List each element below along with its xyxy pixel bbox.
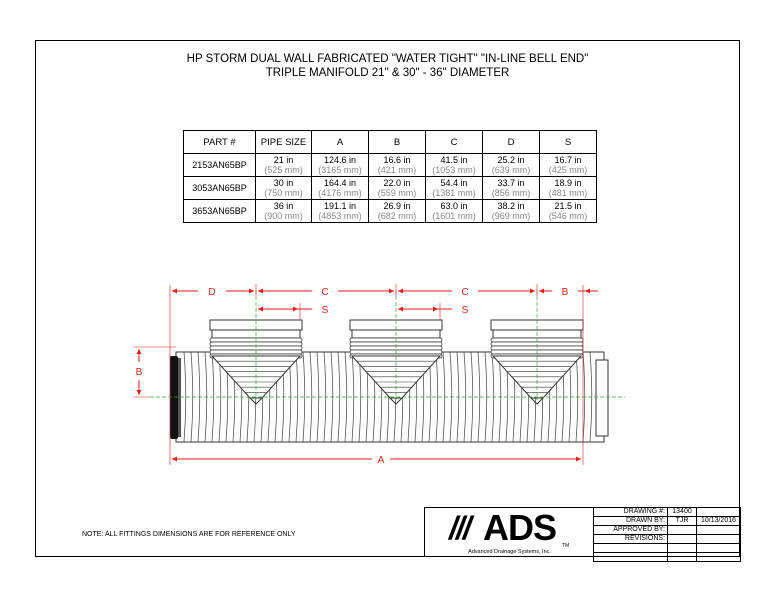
- cell-s: 16.7 in (425 mm): [540, 154, 597, 177]
- cell-pipe-size: 21 in (525 mm): [256, 154, 312, 177]
- cell-part: 2153AN65BP: [184, 154, 256, 177]
- cell-a: 124.6 in (3165 mm): [312, 154, 369, 177]
- ads-logo-block: [424, 507, 593, 557]
- title-line-2: TRIPLE MANIFOLD 21" & 30" - 36" DIAMETER: [265, 67, 510, 79]
- cell-part: 3053AN65BP: [184, 177, 256, 200]
- title-block: [593, 507, 741, 562]
- reference-note: NOTE: ALL FITTINGS DIMENSIONS ARE FOR REFERENCE ONLY: [82, 531, 296, 538]
- dim-label-b: B: [561, 287, 569, 298]
- header-pipe-size: PIPE SIZE: [256, 131, 312, 154]
- header-c: C: [426, 131, 483, 154]
- logo-company-name: Advanced Drainage Systems, Inc.: [468, 549, 551, 555]
- header-a: A: [312, 131, 369, 154]
- dim-label-c: C: [461, 287, 469, 298]
- branch-risers: [210, 320, 583, 404]
- logo-trademark: TM: [562, 543, 570, 549]
- cell-d: 33.7 in (856 mm): [483, 177, 540, 200]
- cell-s: 18.9 in (481 mm): [540, 177, 597, 200]
- dim-label-s: S: [461, 305, 469, 316]
- cell-d: 25.2 in (639 mm): [483, 154, 540, 177]
- cell-s: 21.5 in (546 mm): [540, 200, 597, 223]
- logo-word: ADS: [483, 507, 557, 548]
- cell-a: 164.4 in (4176 mm): [312, 177, 369, 200]
- dim-label-s: S: [321, 305, 329, 316]
- dim-label-c: C: [321, 287, 329, 298]
- dim-label-b-side: B: [135, 367, 143, 378]
- drawn-date: 10/13/2016: [697, 517, 741, 526]
- title-line-1: HP STORM DUAL WALL FABRICATED "WATER TIGHT" "IN-LINE BELL END": [186, 53, 589, 65]
- spigot-end: [596, 360, 608, 436]
- approved-by-label: APPROVED BY:: [594, 526, 668, 535]
- cell-c: 41.5 in (1053 mm): [426, 154, 483, 177]
- cell-pipe-size: 30 in (750 mm): [256, 177, 312, 200]
- header-b: B: [369, 131, 426, 154]
- cell-b: 16.6 in (421 mm): [369, 154, 426, 177]
- revisions-label: REVISIONS:: [594, 535, 668, 544]
- dim-label-a: A: [377, 455, 385, 466]
- drawing-number-label: DRAWING #:: [594, 508, 668, 517]
- drawn-by-label: DRAWN BY:: [594, 517, 668, 526]
- header-d: D: [483, 131, 540, 154]
- cell-c: 63.0 in (1601 mm): [426, 200, 483, 223]
- logo-slashes: ///: [449, 510, 470, 546]
- cell-a: 191.1 in (4853 mm): [312, 200, 369, 223]
- dim-label-d: D: [208, 287, 216, 298]
- cell-d: 38.2 in (969 mm): [483, 200, 540, 223]
- cell-b: 26.9 in (682 mm): [369, 200, 426, 223]
- header-part: PART #: [184, 131, 256, 154]
- cell-b: 22.0 in (559 mm): [369, 177, 426, 200]
- cell-c: 54.4 in (1381 mm): [426, 177, 483, 200]
- cell-pipe-size: 36 in (900 mm): [256, 200, 312, 223]
- bell-gasket: [170, 356, 181, 439]
- cell-part: 3653AN65BP: [184, 200, 256, 223]
- header-s: S: [540, 131, 597, 154]
- drawing-number-value: 13400: [668, 508, 697, 517]
- drawn-by-value: TJR: [668, 517, 697, 526]
